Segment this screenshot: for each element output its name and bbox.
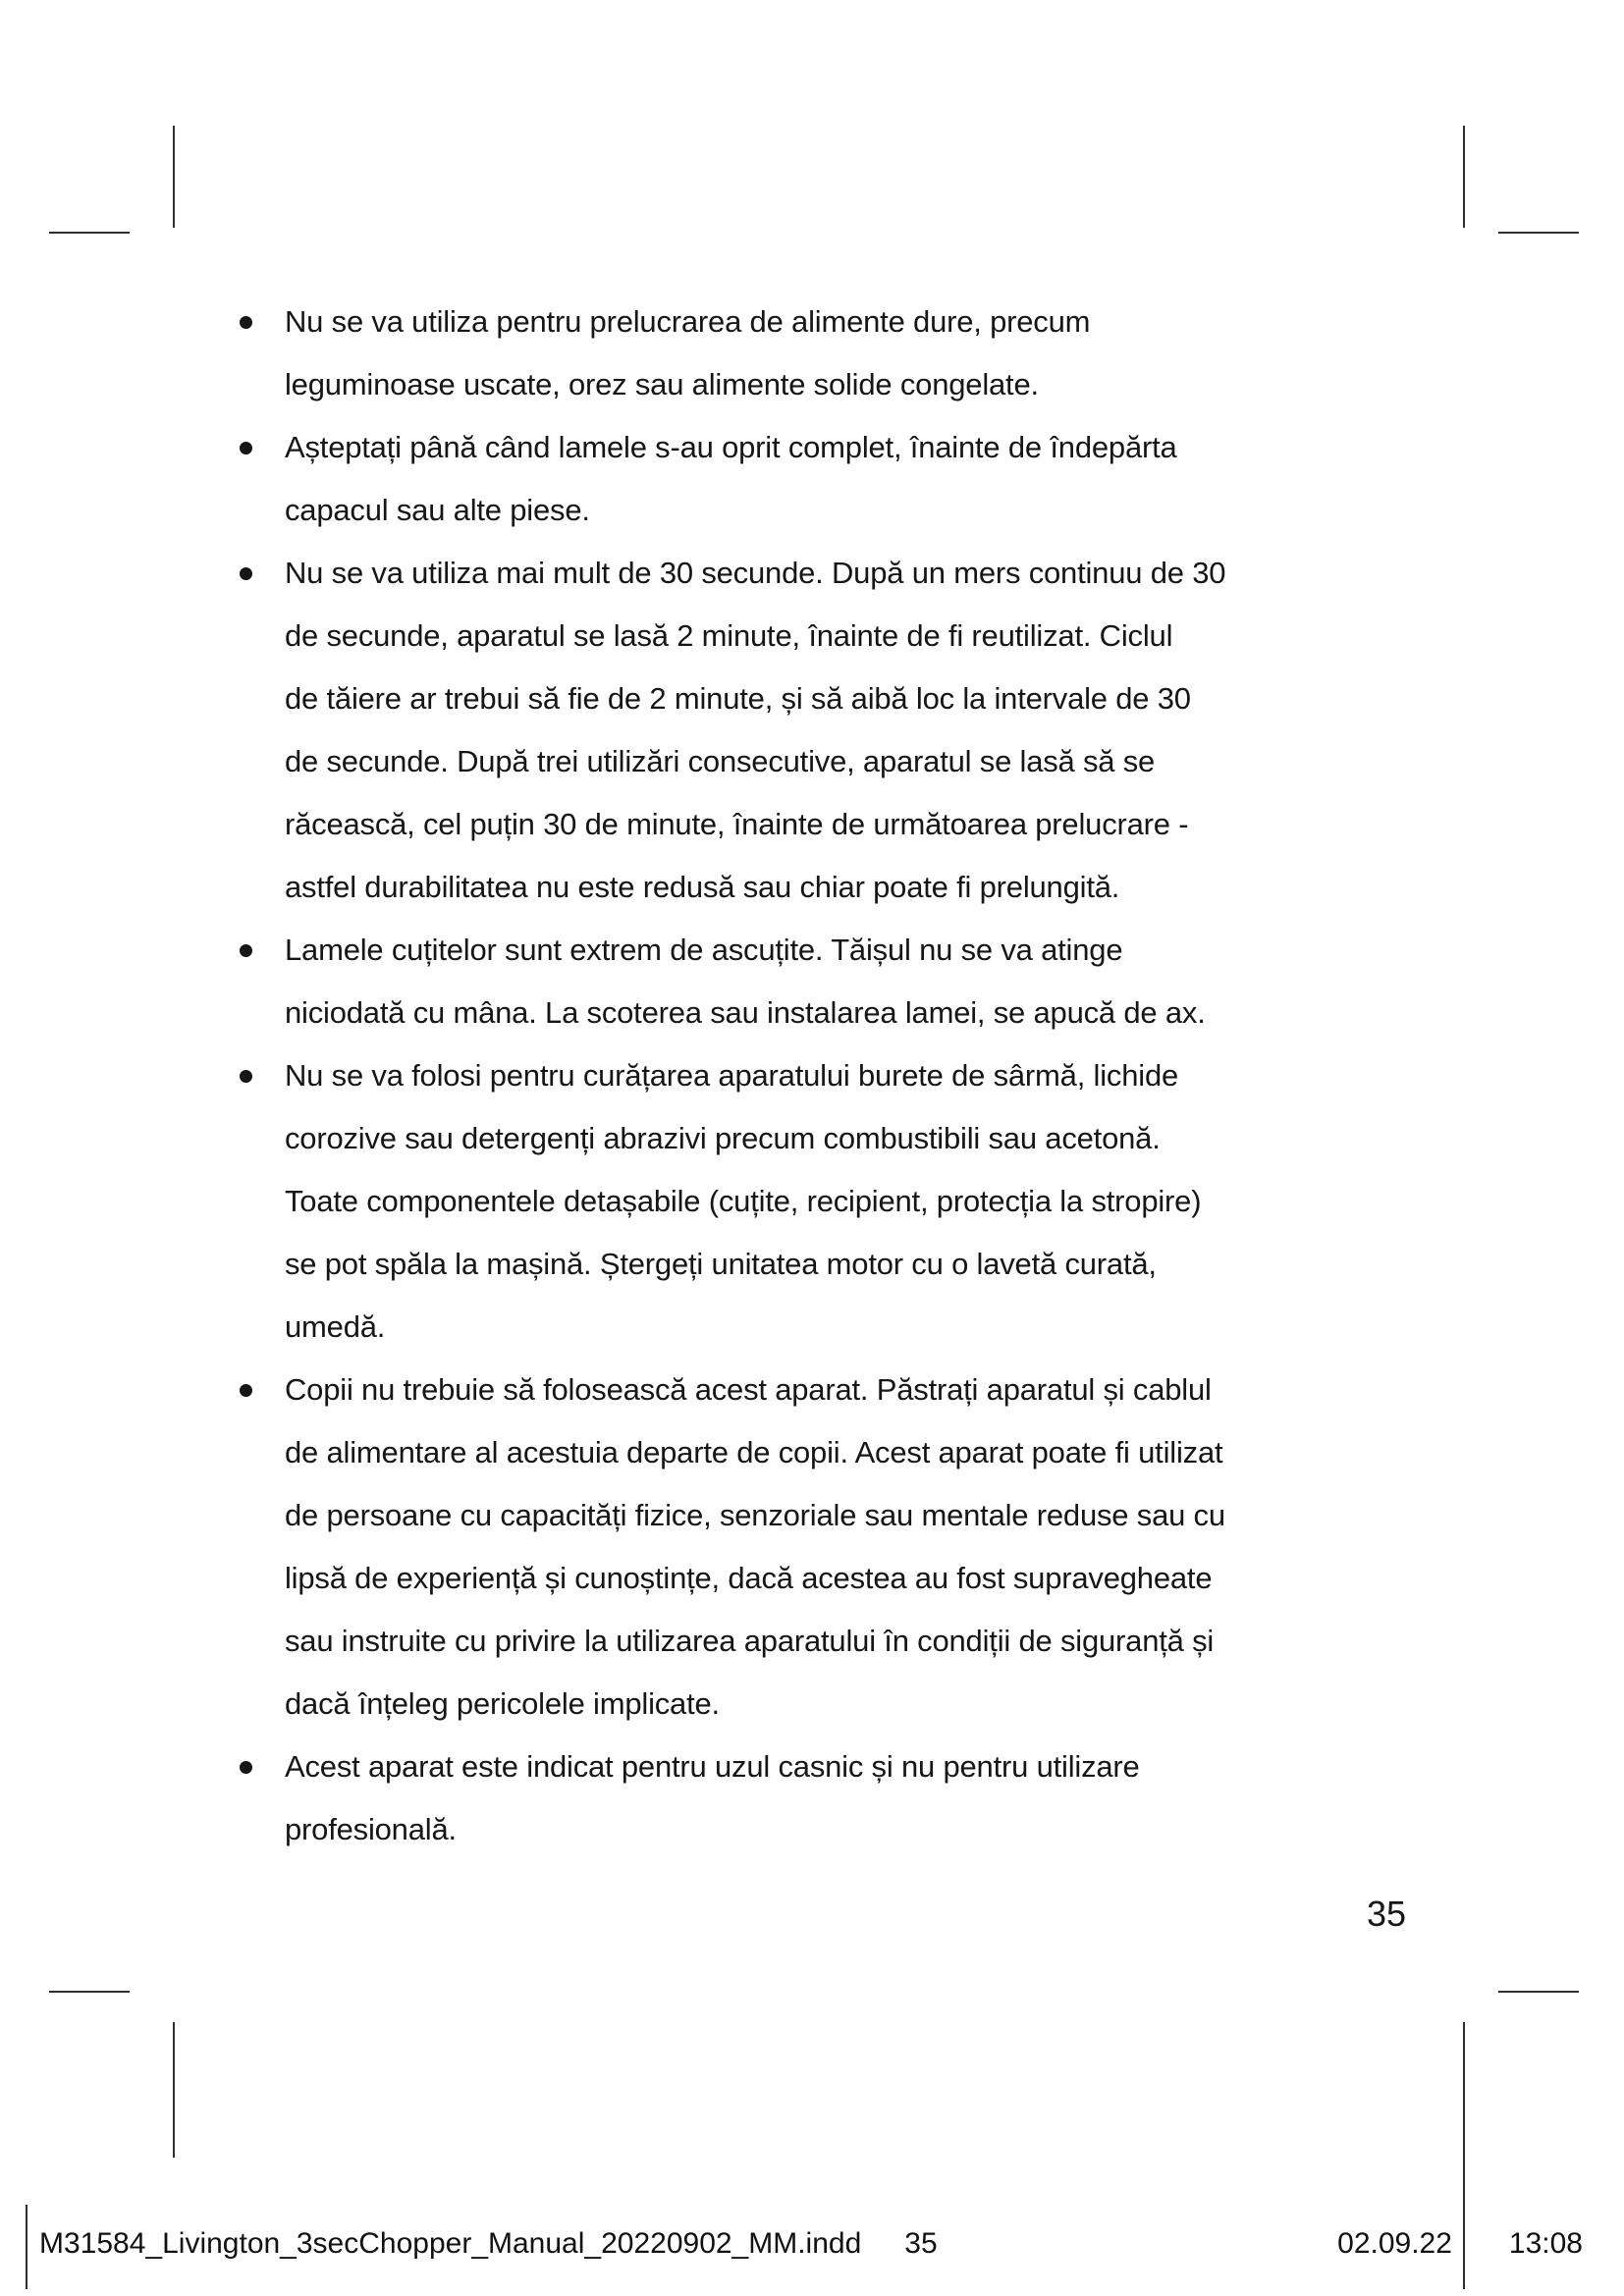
bullet-item (232, 1044, 1406, 1359)
text-line: Lamele cuțitelor sunt extrem de ascuțite. Tăișul nu se va atinge (285, 933, 1123, 967)
text-line: Acest aparat este indicat pentru uzul casnic și nu pentru utilizare (285, 1749, 1140, 1784)
text-line: se pot spăla la mașină. Ștergeți unitatea motor cu o lavetă curată, (285, 1247, 1157, 1281)
print-footer (0, 2222, 1624, 2266)
text-line: Copii nu trebuie să folosească acest aparat. Păstrați aparatul și cablul (285, 1372, 1212, 1407)
crop-mark-top-left-vertical (173, 126, 175, 228)
text-line: de tăiere ar trebui să fie de 2 minute, și să aibă loc la intervale de 30 (285, 681, 1191, 716)
crop-mark-bottom-right-horizontal (1498, 1991, 1579, 1993)
bullet-item (232, 416, 1406, 542)
text-line: umedă. (285, 1309, 386, 1344)
bullet-item (232, 1359, 1406, 1735)
footer-date: 02.09.22 (1337, 2227, 1452, 2260)
text-line: de secunde. După trei utilizări consecutive, aparatul se lasă să se (285, 744, 1156, 778)
text-line: Nu se va utiliza mai mult de 30 secunde. După un mers continuu de 30 (285, 556, 1226, 590)
text-line: corozive sau detergenți abrazivi precum combustibili sau acetonă. (285, 1121, 1161, 1155)
text-line: de alimentare al acestuia departe de copii. Acest aparat poate fi utilizat (285, 1435, 1223, 1469)
crop-mark-top-right-horizontal (1498, 232, 1579, 234)
footer-left (39, 2222, 938, 2266)
text-line: dacă înțeleg pericolele implicate. (285, 1686, 720, 1721)
text-line: profesională. (285, 1812, 457, 1846)
page-number: 35 (1366, 1894, 1406, 1934)
bullet-list (232, 291, 1406, 1861)
text-line: niciodată cu mâna. La scoterea sau instalarea lamei, se apucă de ax. (285, 995, 1206, 1030)
bullet-item (232, 291, 1406, 416)
footer-filename: M31584_Livington_3secChopper_Manual_20220902_MM.indd (39, 2227, 862, 2260)
text-line: de persoane cu capacități fizice, senzoriale sau mentale reduse sau cu (285, 1498, 1225, 1532)
text-line: Toate componentele detașabile (cuțite, recipient, protecția la stropire) (285, 1184, 1202, 1218)
crop-mark-top-right-vertical (1463, 126, 1465, 228)
footer-right (1337, 2222, 1583, 2266)
manual-text-block (232, 291, 1406, 1861)
text-line: Nu se va folosi pentru curățarea aparatului burete de sârmă, lichide (285, 1058, 1179, 1093)
crop-mark-bottom-left-vertical (173, 2022, 175, 2158)
bullet-item (232, 1735, 1406, 1861)
text-line: Așteptați până când lamele s-au oprit complet, înainte de îndepărta (285, 430, 1177, 464)
text-line: Nu se va utiliza pentru prelucrarea de alimente dure, precum (285, 304, 1091, 339)
footer-page-number: 35 (904, 2227, 938, 2260)
bullet-item (232, 919, 1406, 1044)
text-line: lipsă de experiență și cunoștințe, dacă acestea au fost supravegheate (285, 1561, 1213, 1595)
crop-mark-top-left-horizontal (49, 232, 130, 234)
text-line: astfel durabilitatea nu este redusă sau chiar poate fi prelungită. (285, 870, 1120, 904)
text-line: răcească, cel puțin 30 de minute, înainte de următoarea prelucrare - (285, 807, 1189, 841)
crop-mark-bottom-left-horizontal (49, 1991, 130, 1993)
bullet-item (232, 542, 1406, 919)
footer-time: 13:08 (1508, 2227, 1583, 2260)
text-line: capacul sau alte piese. (285, 493, 590, 527)
text-line: sau instruite cu privire la utilizarea aparatului în condiții de siguranță și (285, 1624, 1215, 1658)
text-line: leguminoase uscate, orez sau alimente solide congelate. (285, 367, 1039, 401)
text-line: de secunde, aparatul se lasă 2 minute, înainte de fi reutilizat. Ciclul (285, 618, 1173, 653)
